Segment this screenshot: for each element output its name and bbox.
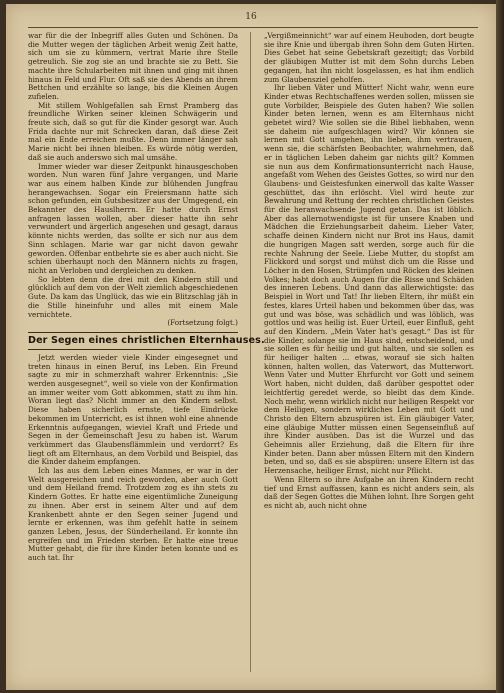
page-number: 16 (245, 12, 257, 22)
article-heading: Der Segen eines christlichen Elternhauses. (28, 332, 238, 350)
story-paragraph: Immer wieder war dieser Zeitpunkt hinausgeschoben worden. Nun waren fünf Jahre vergangen, und Marie war aus einem halben Kinde zur blühenden Jungfrau herangewachsen. Sogar ein Freiersmann hatte sich schon gefunden, ein Gutsbesitzer aus der Umgegend, ein Bekannter des Hauslherrn. Er hatte durch Ernst anfragen lassen wollen, aber dieser hatte ihn sehr verwundert und ärgerlich angesehen und gesagt, daraus könnte nichts werden, das sollte er sich nur aus dem Sinn schlagen. Marie war gar nicht davon gewahr geworden. Offenbar entbehrte sie es aber auch nicht. Sie schien überhaupt noch den Männern nichts zu fragen, nicht an Verloben und dergleichen zu denken. (28, 161, 238, 275)
header-rule (28, 27, 478, 28)
continuation-note: (Fortsetzung folgt.) (167, 318, 238, 328)
column-divider (250, 32, 251, 672)
book-page (6, 4, 496, 690)
article-paragraph: Ich las aus dem Leben eines Mannes, er war in der Welt ausgereichen und reich geworden, aber auch Gott und dem Heiland fremd. Trotzdem zog es ihn stets zu Kindern Gottes. Er hatte eine eigentümliche Zuneigung zu ihnen. Aber erst in seinem Alter und auf dem Krankenbett ahnte er den Segen seiner Jugend und lernte er erkennen, was ihm gefehlt hatte in seinem ganzen Leben, Jesus, der Sünderheiland. Er konnte ihn ergreifen und im Frieden sterben. Er hatte eine treue Mutter gehabt, die für ihre Kinder beten konnte und es auch tat. Ihr (28, 466, 238, 563)
right-column (264, 32, 474, 677)
article-paragraph: „Vergißmeinnicht“ war auf einem Heuboden, dort beugte sie ihre Knie und übergab ihren Sohn dem Guten Hirten. Dies Gebet hat seine Gebetskraft gezeitigt; das Vorbild der gläubigen Mutter ist mit dem Sohn durchs Leben gegangen, hat ihn nicht losgelassen, es hat ihm endlich zum Glaubensziel geholfen. (264, 31, 474, 84)
left-column (28, 31, 265, 677)
story-paragraph: Mit stillem Wohlgefallen sah Ernst Pramberg das freundliche Wirken seiner kleinen Schwägerin und freute sich, daß so gut für die Kinder gesorgt war. Auch Frida dachte nur mit Schrecken daran, daß diese Zeit mal ein Ende erreichen mußte. Denn immer länger sah Marie nicht bei ihnen bleiben. Es würde nötig werden, daß sie auch anderswo sich mal umsähe. (28, 100, 238, 162)
story-paragraph: So lebten denn die drei mit den Kindern still und glücklich auf dem von der Welt ziemlich abgeschiedenen Gute. Da kam das Unglück, das wie ein Blitzschlag jäh in die Stille hineinfuhr und alles mit einem Male vernichtete. (28, 274, 238, 319)
story-paragraph: war für die der Inbegriff alles Guten und Schönen. Da die Mutter wegen der täglichen Arbeit wenig Zeit hatte, sich um sie zu kümmern, vertrat Marie ihre Stelle getreulich. Sie zog sie an und brachte sie zu Bett. Sie machte ihre Schularbeiten mit ihnen und ging mit ihnen hinaus in Feld und Flur. Oft saß sie des Abends an ihrem Bettchen und erzählte so lange, bis die Kleinen Augen zufielen. (28, 31, 238, 101)
book-spine-edge (496, 0, 504, 693)
article-paragraph: Wenn Eltern so ihre Aufgabe an ihren Kindern recht tief und Ernst auffassen, kann es nicht anders sein, als daß der Segen Gottes die Mühen lohnt. Ihre Sorgen geht es nicht ab, auch nicht ohne (264, 474, 474, 510)
article-paragraph: Ihr lieben Väter und Mütter! Nicht wahr, wenn eure Kinder etwas Rechtschaffenes werden sollen, müssen sie gute Vorbilder, Beispiele des Guten haben? Wie sollen Kinder beten lernen, wenn es am Elternhaus nicht gebetet wird? Wie sollen sie die Bibel liebhaben, wenn sie daheim nie aufgeschlagen wird? Wir können sie lernen mit Gott umgehen, ihn lieben, ihm vertrauen, wenn sie, die schärfsten Beobachter, wahrnehmen, daß er in täglichen Leben daheim gar nichts gilt? Kommen sie nun aus dem Konfirmationsunterricht nach Hause, angefaßt vom Wehen des Geistes Gottes, so wird nur den Glaubens- und Geistesfunken einerwoll das kalte Wasser geschüttet, das ihn erlöscht. Viel wird heute zur Bewahrung und Rettung der rechten christlichen Geistes für die heranwachsende Jugend getan. Das ist löblich. Aber das allernotwendigste ist für unsere Knaben und Mädchen die Erziehungsarbeit daheim. Lieber Vater, schaffe deinen Kindern nicht nur Brot ins Haus, damit die hungrigen Magen satt werden, sorge auch für die rechte Nahrung der Seele. Liebe Mutter, du stopfst am Flickkord und sorgst und mühst dich um die Risse und Löcher in den Hosen, Strümpfen und Röcken des kleinen Volkes; habt doch auch Augen für die Risse und Schäden des inneren Lebens. Und dann das allerwichtigste: das Beispiel in Wort und Tat! Ihr lieben Eltern, ihr müßt ein festes, klares Urteil haben und bekommen über das, was gut und was böse, was schädlich und was löblich, was gottlos und was heilig ist. Euer Urteil, euer Einfluß, geht auf den Kindern. „Mein Vater hat's gesagt.“ Das ist für die Kinder, solange sie im Haus sind, entscheidend, und sie sollen es für heilig und gut halten, und sie sollen es für heiliger halten ... etwas, worauf sie sich halten können, halten wollen, das Vaterwort, das Mutterwort. Wenn Vater und Mutter Ehrfurcht vor Gott und seinem Wort haben, nicht dulden, daß darüber gespottet oder leichtfertig geredet werde, so bleibt das dem Kinde. Noch mehr, wenn wirklich nicht nur heiligen Respekt vor dem Heiligen, sondern wirkliches Leben mit Gott und Christo den Eltern abzuspüren ist. Ein gläubiger Vater, eine gläubige Mutter müssen einen Segenseinfluß auf ihre Kinder ausüben. Das ist die Wurzel und das Geheimnis aller Erziehung, daß die Eltern für ihre Kinder beten. Dann aber müssen Eltern mit den Kindern beten, und so, daß es sie abspüren: unsere Eltern ist das Herzensache, heiliger Ernst, nicht nur Pflicht. (264, 83, 474, 476)
article-paragraph: Jetzt werden wieder viele Kinder eingesegnet und treten hinaus in einen Beruf, ins Leben. Ein Freund sagte zu mir in schmerzhaft wahrer Erkenntnis: „Sie werden ausgesegnet“, weil so viele von der Konfirmation an immer weiter vom Gott abkommen, statt zu ihm hin. Woran liegt das? Nicht immer an den Kindern selbst. Diese haben sicherlich ernste, tiefe Eindrücke bekommen im Unterricht, es ist ihnen wohl eine ahnende Erkenntnis aufgegangen, wieviel Kraft und Friede und Segen in der Gemeinschaft Jesu zu haben ist. Warum verkümmert das Glaubensflämmlein und verdorrt? Es liegt oft am Elternhaus, an dem Vorbild und Beispiel, das die Kinder daheim empfangen. (28, 352, 238, 467)
